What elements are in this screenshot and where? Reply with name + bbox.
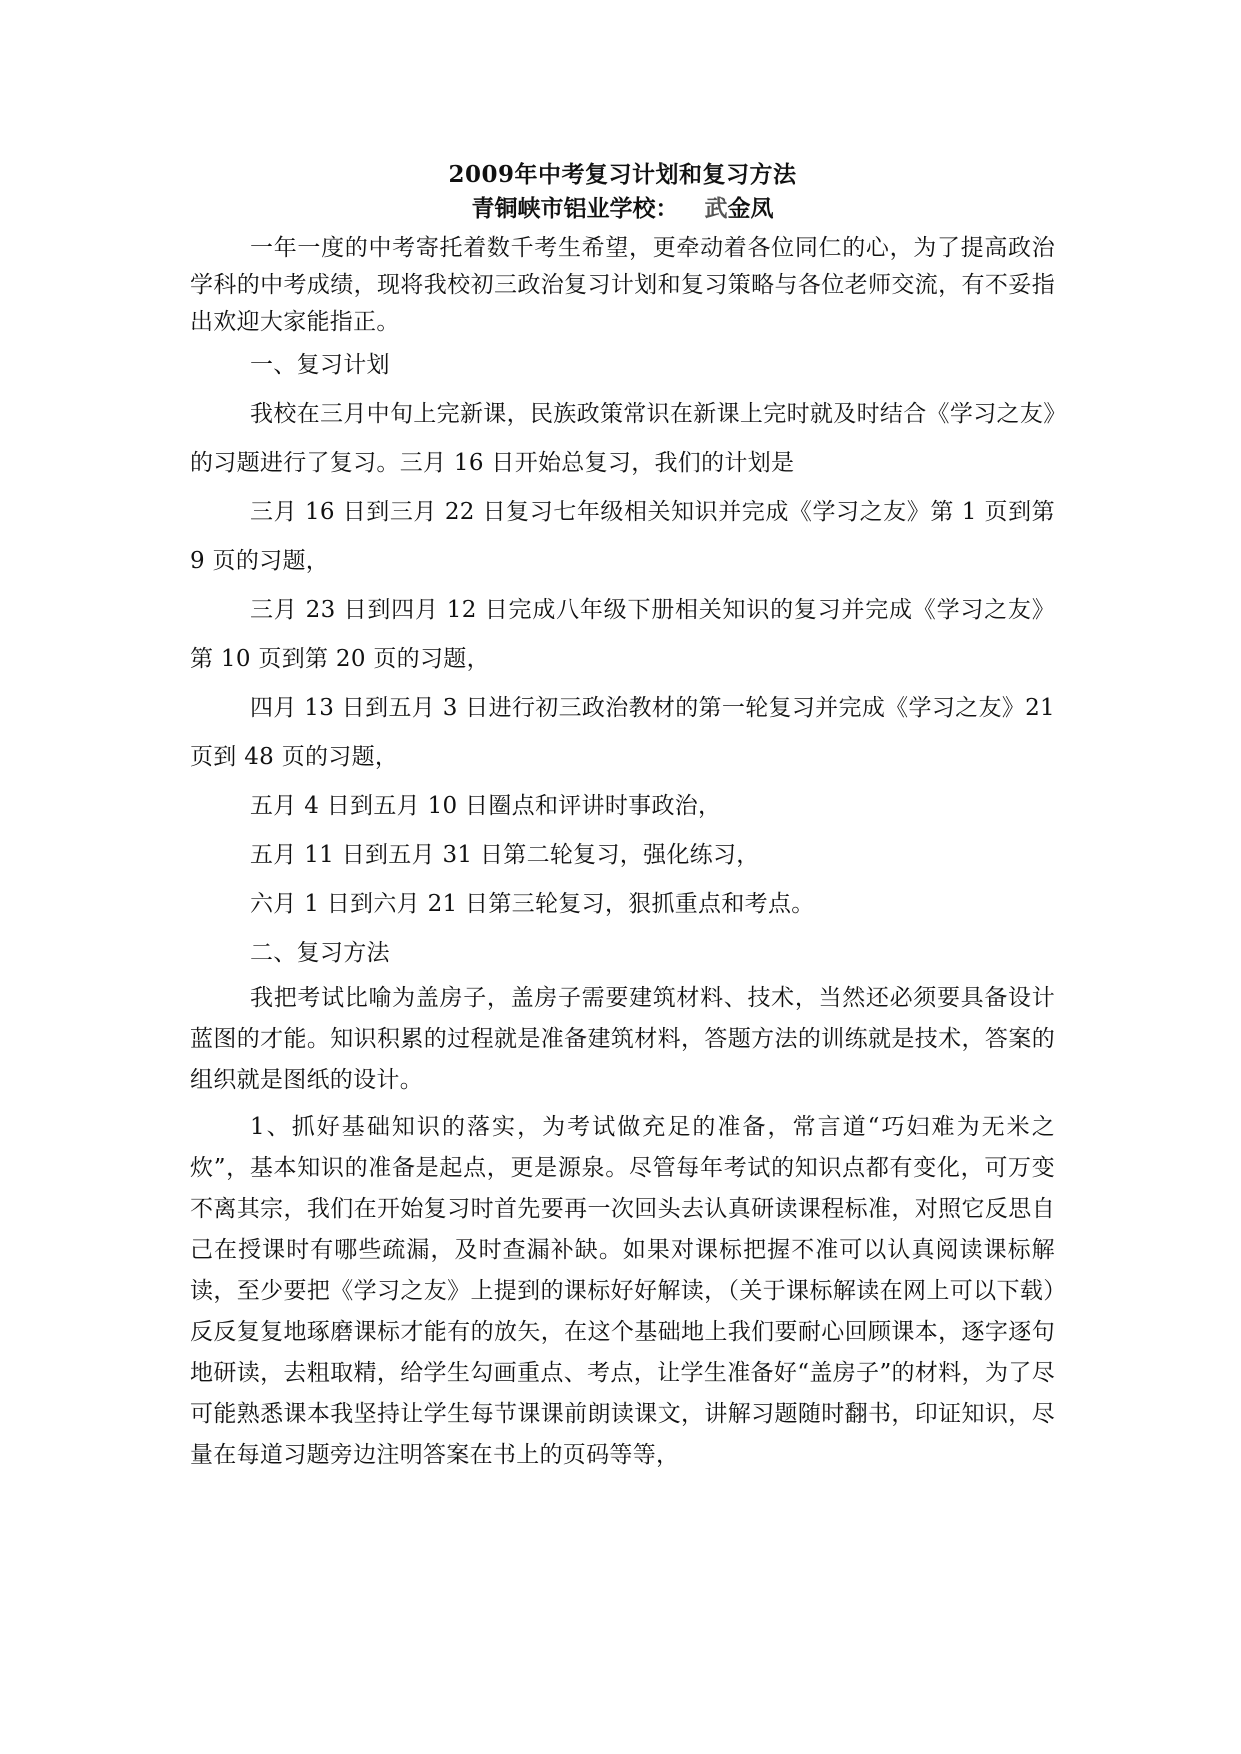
author-given-name: 金凤 xyxy=(727,195,774,222)
section-heading-method: 二、复习方法 xyxy=(250,940,390,966)
section-heading-plan: 一、复习计划 xyxy=(250,352,390,378)
author-line xyxy=(190,192,1055,226)
method-intro-paragraph: 我把考试比喻为盖房子，盖房子需要建筑材料、技术，当然还必须要具备设计蓝图的才能。知识积累的过程就是准备建筑材料，答题方法的训练就是技术，答案的组织就是图纸的设计。 xyxy=(190,985,1055,1093)
plan-item-2: 三月 23 日到四月 12 日完成八年级下册相关知识的复习并完成《学习之友》第 10 页到第 20 页的习题， xyxy=(190,597,1055,672)
document-title: 2009年中考复习计划和复习方法 xyxy=(448,161,797,188)
plan-item-5: 五月 11 日到五月 31 日第二轮复习，强化练习， xyxy=(250,842,760,868)
author-surname: 武 xyxy=(704,195,728,222)
author-school: 青铜峡市铝业学校： xyxy=(471,195,679,222)
document-body xyxy=(190,158,1055,1476)
plan-item-4: 五月 4 日到五月 10 日圈点和评讲时事政治， xyxy=(250,793,722,819)
plan-item-6: 六月 1 日到六月 21 日第三轮复习，狠抓重点和考点。 xyxy=(250,891,815,917)
method-point-1: 1、抓好基础知识的落实，为考试做充足的准备，常言道“巧妇难为无米之炊”，基本知识的准备是起点，更是源泉。尽管每年考试的知识点都有变化，可万变不离其宗，我们在开始复习时首先要再一次回头去认真研读课程标准，对照它反思自己在授课时有哪些疏漏，及时查漏补缺。如果对课标把握不准可以认真阅读课标解读，至少要把《学习之友》上提到的课标好好解读，（关于课标解读在网上可以下载）反反复复地琢磨课标才能有的放矢，在这个基础地上我们要耐心回顾课本，逐字逐句地研读，去粗取精，给学生勾画重点、考点，让学生准备好“盖房子”的材料，为了尽可能熟悉课本我坚持让学生每节课课前朗读课文，讲解习题随时翻书，印证知识，尽量在每道习题旁边注明答案在书上的页码等等， xyxy=(190,1114,1055,1468)
plan-paragraph: 我校在三月中旬上完新课，民族政策常识在新课上完时就及时结合《学习之友》的习题进行了复习。三月 16 日开始总复习，我们的计划是 xyxy=(190,401,1055,476)
plan-item-1: 三月 16 日到三月 22 日复习七年级相关知识并完成《学习之友》第 1 页到第 9 页的习题， xyxy=(190,499,1055,574)
intro-paragraph: 一年一度的中考寄托着数千考生希望，更牵动着各位同仁的心，为了提高政治学科的中考成绩，现将我校初三政治复习计划和复习策略与各位老师交流，有不妥指出欢迎大家能指正。 xyxy=(190,235,1055,335)
plan-item-3: 四月 13 日到五月 3 日进行初三政治教材的第一轮复习并完成《学习之友》21 页到 48 页的习题， xyxy=(190,695,1055,770)
